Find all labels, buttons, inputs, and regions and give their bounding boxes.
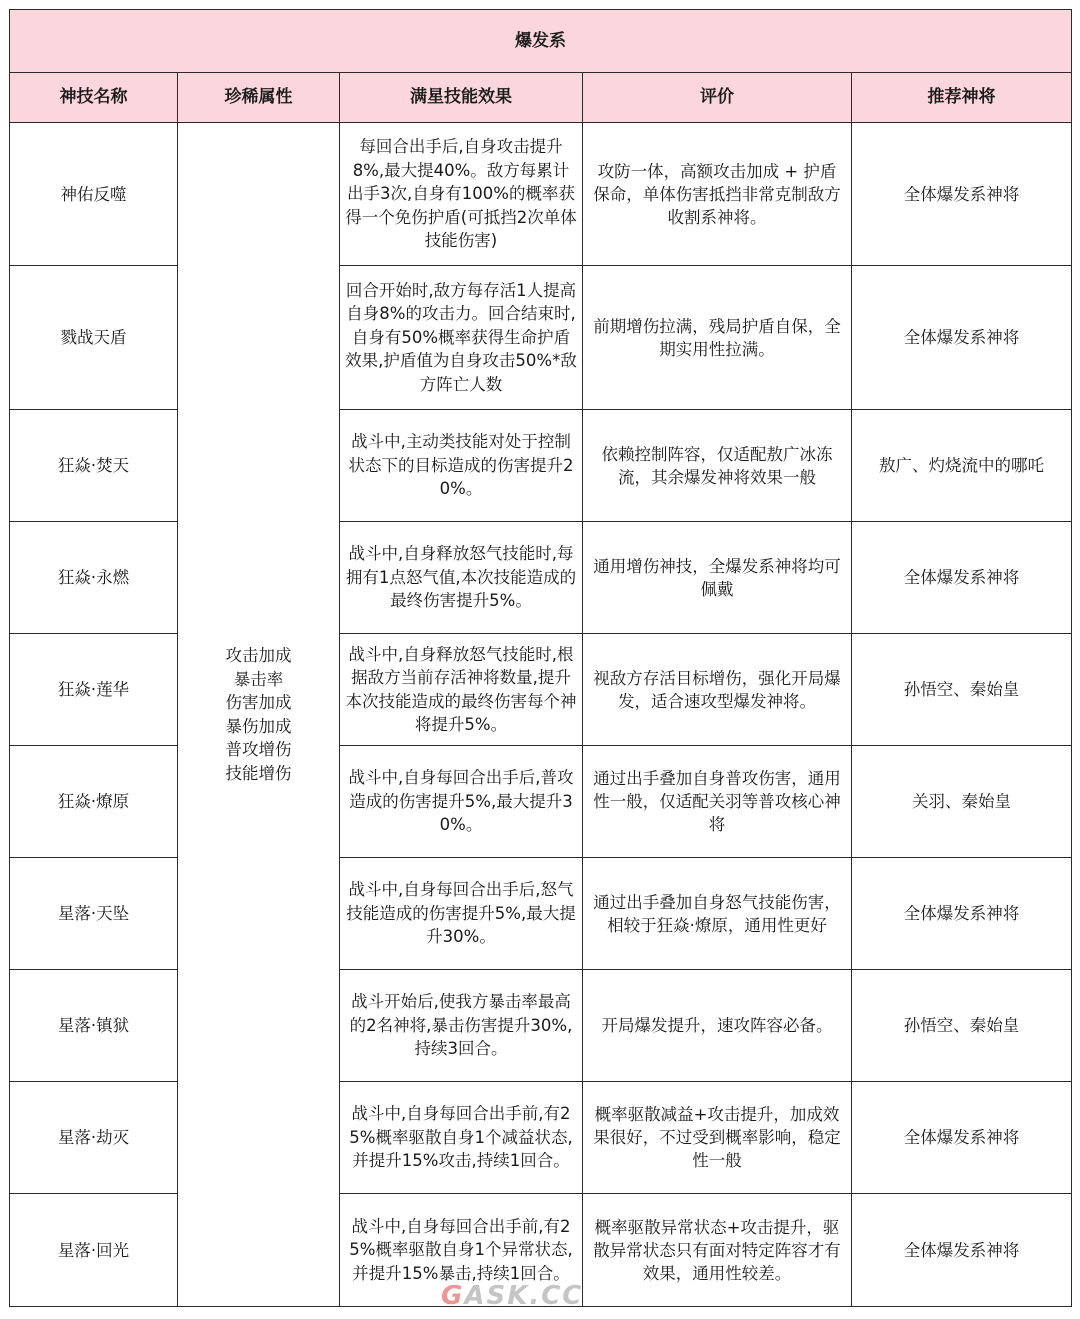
table-row	[10, 970, 1072, 1082]
rare-attribute-item: 技能增伤	[225, 763, 292, 783]
evaluation-cell: 视敌方存活目标增伤，强化开局爆发，适合速攻型爆发神将。	[583, 634, 852, 746]
table-wrapper	[9, 9, 1071, 1307]
header-rare-attribute: 珍稀属性	[178, 73, 340, 123]
effect-cell: 战斗中,自身每回合出手前,有25%概率驱散自身1个异常状态,并提升15%暴击,持续1回合。	[340, 1194, 583, 1307]
recommend-cell: 全体爆发系神将	[852, 266, 1072, 410]
effect-cell: 回合开始时,敌方每存活1人提高自身8%的攻击力。回合结束时,自身有50%概率获得生命护盾效果,护盾值为自身攻击50%*敌方阵亡人数	[340, 266, 583, 410]
evaluation-cell: 通过出手叠加自身普攻伤害，通用性一般，仅适配关羽等普攻核心神将	[583, 746, 852, 858]
table-row	[10, 858, 1072, 970]
watermark-accent: G	[441, 1281, 465, 1311]
rare-attribute-item: 暴伤加成	[225, 716, 292, 736]
skill-name-cell: 狂焱·永燃	[10, 522, 178, 634]
header-recommended-heroes: 推荐神将	[852, 73, 1072, 123]
table-row	[10, 123, 1072, 266]
evaluation-cell: 依赖控制阵容，仅适配敖广冰冻流，其余爆发神将效果一般	[583, 410, 852, 522]
skill-name-cell: 星落·镇狱	[10, 970, 178, 1082]
recommend-cell: 孙悟空、秦始皇	[852, 634, 1072, 746]
evaluation-cell: 概率驱散异常状态+攻击提升，驱散异常状态只有面对特定阵容才有效果，通用性较差。	[583, 1194, 852, 1307]
recommend-cell: 全体爆发系神将	[852, 1082, 1072, 1194]
header-skill-name: 神技名称	[10, 73, 178, 123]
table-row	[10, 1082, 1072, 1194]
effect-cell: 战斗中,主动类技能对处于控制状态下的目标造成的伤害提升20%。	[340, 410, 583, 522]
table-header-row	[10, 73, 1072, 123]
table-title: 爆发系	[10, 10, 1072, 73]
recommend-cell: 敖广、灼烧流中的哪吒	[852, 410, 1072, 522]
evaluation-cell: 通用增伤神技，全爆发系神将均可佩戴	[583, 522, 852, 634]
site-watermark	[441, 1281, 583, 1311]
evaluation-cell: 通过出手叠加自身怒气技能伤害，相较于狂焱·燎原，通用性更好	[583, 858, 852, 970]
recommend-cell: 全体爆发系神将	[852, 522, 1072, 634]
effect-cell: 战斗中,自身释放怒气技能时,每拥有1点怒气值,本次技能造成的最终伤害提升5%。	[340, 522, 583, 634]
table-row	[10, 634, 1072, 746]
effect-cell: 战斗中,自身每回合出手后,怒气技能造成的伤害提升5%,最大提升30%。	[340, 858, 583, 970]
header-full-star-effect: 满星技能效果	[340, 73, 583, 123]
effect-cell: 每回合出手后,自身攻击提升8%,最大提40%。敌方每累计出手3次,自身有100%的概率获得一个免伤护盾(可抵挡2次单体技能伤害)	[340, 123, 583, 266]
watermark-text: ASK.CC	[464, 1281, 584, 1311]
evaluation-cell: 开局爆发提升，速攻阵容必备。	[583, 970, 852, 1082]
recommend-cell: 全体爆发系神将	[852, 858, 1072, 970]
recommend-cell: 关羽、秦始皇	[852, 746, 1072, 858]
rare-attribute-item: 普攻增伤	[225, 740, 292, 759]
table-title-row	[10, 10, 1072, 73]
recommend-cell: 全体爆发系神将	[852, 123, 1072, 266]
evaluation-cell: 前期增伤拉满，残局护盾自保，全期实用性拉满。	[583, 266, 852, 410]
skill-name-cell: 星落·回光	[10, 1194, 178, 1307]
table-row	[10, 746, 1072, 858]
effect-cell: 战斗中,自身每回合出手前,有25%概率驱散自身1个减益状态,并提升15%攻击,持续1回合。	[340, 1082, 583, 1194]
rare-attribute-cell	[178, 123, 340, 1307]
skill-name-cell: 狂焱·莲华	[10, 634, 178, 746]
skill-name-cell: 星落·天坠	[10, 858, 178, 970]
effect-cell: 战斗中,自身释放怒气技能时,根据敌方当前存活神将数量,提升本次技能造成的最终伤害每个神将提升5%。	[340, 634, 583, 746]
burst-skill-table	[9, 9, 1072, 1307]
table-row	[10, 266, 1072, 410]
recommend-cell: 全体爆发系神将	[852, 1194, 1072, 1307]
evaluation-cell: 概率驱散减益+攻击提升，加成效果很好，不过受到概率影响，稳定性一般	[583, 1082, 852, 1194]
skill-name-cell: 戮战天盾	[10, 266, 178, 410]
rare-attribute-item: 暴击率	[233, 669, 284, 689]
skill-name-cell: 神佑反噬	[10, 123, 178, 266]
effect-cell: 战斗开始后,使我方暴击率最高的2名神将,暴击伤害提升30%,持续3回合。	[340, 970, 583, 1082]
rare-attribute-item: 攻击加成	[225, 646, 292, 665]
skill-name-cell: 狂焱·燎原	[10, 746, 178, 858]
recommend-cell: 孙悟空、秦始皇	[852, 970, 1072, 1082]
rare-attribute-item: 伤害加成	[225, 693, 292, 712]
evaluation-cell: 攻防一体，高额攻击加成 + 护盾保命，单体伤害抵挡非常克制敌方收割系神将。	[583, 123, 852, 266]
table-row	[10, 410, 1072, 522]
table-row	[10, 522, 1072, 634]
skill-name-cell: 星落·劫灭	[10, 1082, 178, 1194]
effect-cell: 战斗中,自身每回合出手后,普攻造成的伤害提升5%,最大提升30%。	[340, 746, 583, 858]
header-evaluation: 评价	[583, 73, 852, 123]
skill-name-cell: 狂焱·焚天	[10, 410, 178, 522]
